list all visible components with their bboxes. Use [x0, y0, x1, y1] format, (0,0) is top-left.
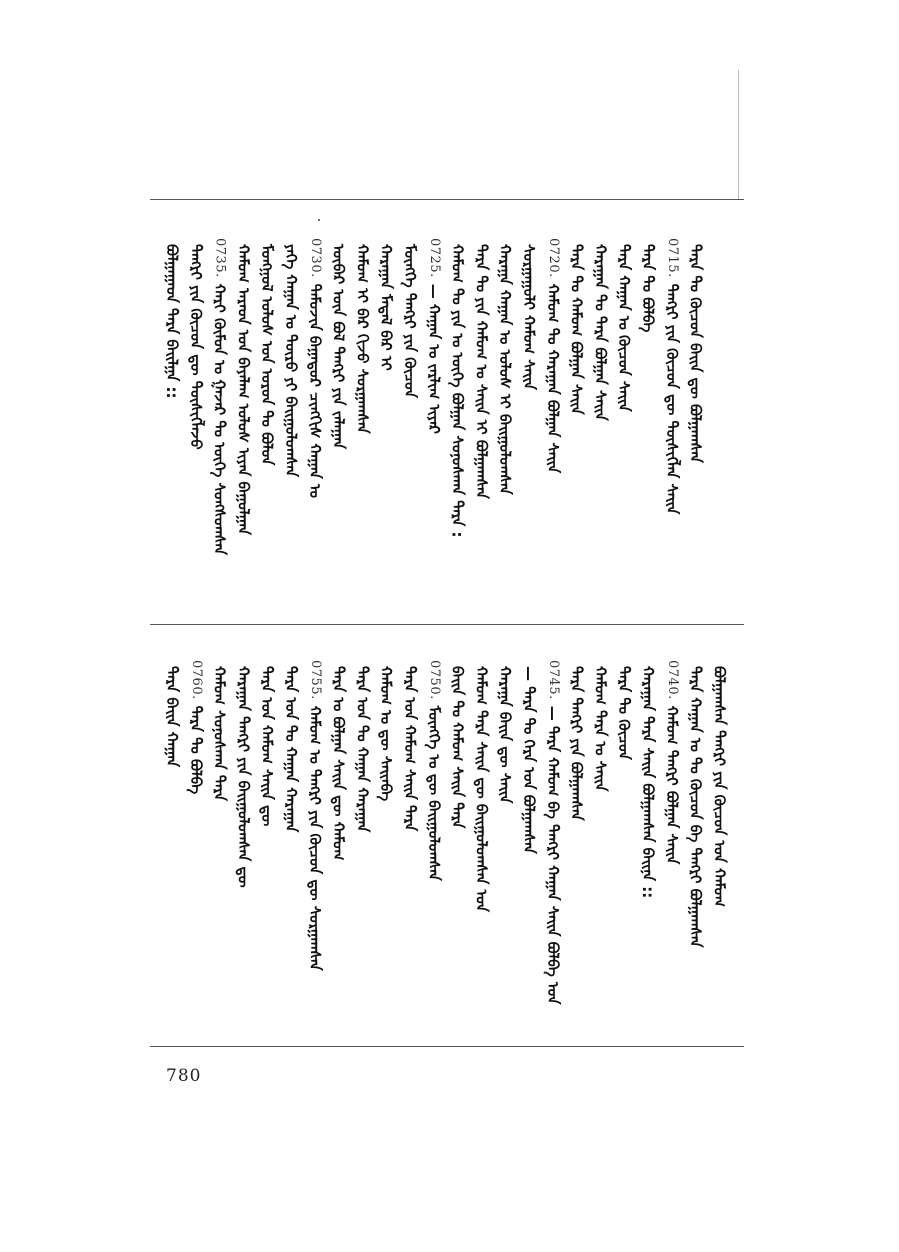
- text-column: [568, 660, 585, 1020]
- mongolian-text-line: ᠬᠠᠮᠤᠭ ᠲᠤ ᠬᠠᠷᠠᠭᠠᠨ ᠪᠣᠯᠭᠠᠨ ᠰᠠᠢᠨ: [543, 283, 562, 474]
- mongolian-text-line: ᠬᠠᠮᠤᠭ ᠲᠤ ᠶᠢᠨ ᠤ ᠦᠭᠡ ᠪᠣᠯᠭᠠᠨ ᠰᠣᠨᠣᠰᠬᠠᠨ ᠲᠡᠷᠡ :: [448, 244, 467, 538]
- text-column: [187, 660, 205, 1020]
- text-column: [639, 238, 656, 598]
- text-column: [258, 238, 275, 598]
- mongolian-text-line: ᠬᠠᠷᠢ ᠬᠦᠮᠦᠨ ᠤ ᠭᠠᠵᠠᠷ ᠲᠤ ᠦᠭᠡ ᠰᠣᠩᠰᠣᠭᠰᠠᠨ: [210, 283, 229, 556]
- mongolian-text-line: ᠥᠪᠡᠷ ᠦᠨ ᠪᠣᠯ ᠲᠡᠩᠷᠢ ᠶᠢᠨ ᠵᠠᠯᠠᠭᠠᠨ: [329, 244, 348, 450]
- text-column: [425, 660, 443, 1020]
- line-number: 0735.: [212, 238, 228, 278]
- mongolian-text-line: ᠲᠡᠷᠡ ᠲᠤ ᠪᠣᠯᠪᠠ: [186, 705, 205, 795]
- text-column: [401, 660, 418, 1020]
- text-column: [496, 660, 513, 1020]
- line-number: 0755.: [307, 660, 323, 700]
- mongolian-text-line: ᠲᠡᠷᠡ ᠲᠤ ᠶᠢᠨ ᠬᠠᠮᠤᠭ ᠤ ᠰᠠᠢᠨ ᠢ ᠪᠣᠯᠭᠠᠭᠰᠠᠨ: [472, 244, 491, 499]
- text-column: [663, 660, 681, 1020]
- mongolian-text-line: ᠲᠡᠷᠡ ᠤᠨ ᠲᠤ ᠬᠠᠭᠠᠨ ᠬᠠᠷᠠᠭᠠᠨ: [282, 666, 300, 833]
- text-column: [425, 238, 443, 598]
- line-number: 0750.: [426, 660, 442, 700]
- mongolian-text-line: ᠬᠠᠷᠠᠭᠠᠨ ᠮᠡᠳᠡᠯ ᠪᠡᠷ ᠢ: [377, 244, 396, 371]
- mongolian-text-line: ᠶᠡᠬᠡ ᠬᠠᠭᠠᠨ ᠤ ᠲᠥᠷᠦ ᠶᠢ ᠪᠠᠢᠭᠤᠯᠤᠭᠰᠠᠨ: [282, 244, 300, 477]
- top-rule: [150, 199, 744, 200]
- mongolian-text-line: ᠪᠣᠯᠭᠠᠭᠠᠳ ᠲᠡᠷᠡ ᠪᠠᠢᠯᠭᠠ ::: [163, 244, 181, 399]
- mongolian-text-line: ᠲᠡᠩᠷᠢ ᠶᠢᠨ ᠬᠦᠴᠦᠨ ᠳᠦ ᠲᠦᠰᠢᠭᠯᠡᠵᠦ: [186, 244, 205, 450]
- page-number: 780: [166, 1066, 202, 1086]
- text-column: [282, 238, 299, 598]
- mongolian-text-line: ᠮᠥᠩᠬᠡ ᠲᠡᠩᠷᠢ ᠶᠢᠨ ᠬᠦᠴᠦᠨ: [401, 244, 419, 398]
- text-column: [353, 660, 370, 1020]
- mongolian-text-line: — ᠬᠠᠭᠠᠨ ᠤ ᠵᠠᠷᠯᠢᠭ ᠢᠶᠠᠷ: [424, 283, 443, 434]
- mongolian-text-line: ᠬᠠᠮᠤᠭ ᠠᠷᠠᠳ ᠤᠨ ᠪᠠᠶᠠᠯᠠᠭ ᠤᠯᠤᠰ ᠢᠶᠠᠨ ᠪᠠᠭᠤᠯᠭᠠᠨ: [234, 244, 253, 536]
- text-column: [449, 660, 466, 1020]
- mongolian-text-line: ᠬᠠᠮᠤᠭ ᠲᠡᠷᠡ ᠰᠠᠢᠨ ᠳᠦ ᠪᠠᠢᠭᠤᠯᠤᠭᠰᠠᠨ ᠤᠨ: [472, 666, 491, 913]
- mongolian-text-line: ᠬᠠᠷᠠᠭᠠᠨ ᠲᠡᠷᠡ ᠰᠠᠢᠨ ᠪᠣᠯᠭᠠᠭᠰᠠᠨ ᠪᠠᠢᠨᠠ ::: [639, 666, 657, 899]
- line-number: 0740.: [664, 660, 680, 700]
- mongolian-text-line: ᠬᠠᠮᠤᠭ ᠤ ᠳᠦ ᠰᠠᠢᠨᠪᠠ: [377, 666, 396, 802]
- mongolian-text-line: ᠬᠠᠮᠤᠭ ᠲᠡᠩᠷᠢ ᠪᠣᠯᠭᠠᠨ ᠰᠠᠢᠨ: [662, 705, 681, 865]
- mongolian-text-line: ᠬᠠᠮᠤᠭ ᠢ ᠪᠠᠷ ᠬᠢᠵᠦ ᠰᠤᠷᠭᠠᠭᠰᠠᠨ: [353, 244, 372, 434]
- mongolian-text-line: ᠬᠠᠷᠠᠭᠠ ᠬᠠᠭᠠᠨ ᠤ ᠤᠯᠤᠰ ᠢ ᠪᠠᠢᠭᠤᠯᠤᠭᠰᠠᠨ: [496, 244, 515, 495]
- mongolian-text-line: ᠲᠡᠷᠡ ᠲᠤ ᠪᠣᠯᠪᠠ: [639, 244, 657, 333]
- mongolian-text-line: ᠰᠤᠷᠭᠠᠭᠤᠯᠢ ᠬᠠᠮᠤᠭ ᠰᠠᠢᠨ: [520, 244, 538, 390]
- text-column: [472, 238, 489, 598]
- text-column: [377, 660, 394, 1020]
- text-column: [687, 238, 704, 598]
- mongolian-text-line: ᠲᠡᠷᠡ ᠲᠤ ᠬᠠᠮᠤᠭ ᠪᠣᠯᠭᠠᠨ ᠰᠠᠢᠨ: [567, 244, 586, 415]
- line-number: 0760.: [188, 660, 204, 700]
- mongolian-text-line: ᠲᠡᠷᠡ ᠪᠠᠢᠨ ᠬᠠᠭᠠᠨ: [163, 666, 181, 767]
- mongolian-text-line: ᠲᠡᠷᠡ ᠤ ᠪᠣᠯᠭᠠᠨ ᠰᠠᠢᠨ ᠳᠦ ᠬᠠᠮᠤᠭ: [329, 666, 348, 861]
- mongolian-text-line: ᠪᠠᠢᠨ ᠲᠤ ᠬᠠᠮᠤᠭ ᠰᠠᠢᠨ ᠲᠡᠷᠡ: [448, 666, 467, 829]
- text-column: [211, 660, 228, 1020]
- mongolian-text-line: ᠲᠡᠮᠦᠵᠢᠨ ᠪᠠᠭᠠᠲᠤᠷ ᠴᠢᠩᠭᠢᠰ ᠬᠠᠭᠠᠨ ᠤ: [305, 283, 324, 498]
- mongolian-text-line: ᠲᠡᠷᠡ ᠲᠤ ᠬᠦᠴᠦᠨ: [615, 666, 634, 760]
- text-column: [615, 238, 632, 598]
- text-column: [568, 238, 585, 598]
- mongolian-text-line: ᠬᠠᠷᠠᠭᠠᠨ ᠲᠡᠩᠷᠢ ᠶᠢᠨ ᠪᠠᠢᠭᠤᠯᠤᠭᠰᠠᠨ ᠳᠦ: [234, 666, 253, 888]
- text-column: [282, 660, 299, 1020]
- text-column: [401, 238, 418, 598]
- text-column: [591, 660, 608, 1020]
- text-column: [663, 238, 681, 598]
- mongolian-text-line: ᠲᠡᠷᠡ ᠤᠨ ᠬᠠᠮᠤᠭ ᠰᠠᠢᠨ ᠳᠦ: [258, 666, 277, 827]
- text-column: [472, 660, 489, 1020]
- text-column: [449, 238, 466, 598]
- text-column: [306, 660, 324, 1020]
- text-column: [163, 238, 180, 598]
- text-column: [520, 238, 537, 598]
- mongolian-text-line: — ᠲᠡᠷᠡ ᠲᠤ ᠬᠡᠷᠡ ᠤᠨ ᠪᠣᠯᠭᠠᠭᠰᠠᠨ: [520, 666, 538, 854]
- text-column: [377, 238, 394, 598]
- text-column: [520, 660, 537, 1020]
- line-number: 0730.: [307, 238, 323, 278]
- mongolian-text-line: ᠪᠣᠯᠭᠠᠭᠰᠠᠨ ᠲᠡᠩᠷᠢ ᠶᠢᠨ ᠬᠦᠴᠦᠨ ᠤᠨ ᠬᠠᠮᠤᠭ: [710, 666, 729, 907]
- line-number: 0720.: [545, 238, 561, 278]
- middle-rule: [150, 624, 744, 625]
- mongolian-text-line: ᠲᠡᠷᠡ ᠲᠤ ᠬᠦᠴᠦᠨ ᠪᠠᠢᠨ ᠳᠦ ᠪᠣᠯᠭᠠᠭᠰᠠᠨ: [686, 244, 705, 463]
- bottom-rule: [150, 1046, 744, 1047]
- text-column: [187, 238, 204, 598]
- mongolian-text-line: ᠮᠥᠩᠬᠡ ᠤ ᠳᠦ ᠪᠠᠢᠭᠤᠯᠤᠭᠰᠠᠨ: [424, 705, 443, 881]
- text-column: [306, 238, 324, 598]
- text-column: [353, 238, 370, 598]
- text-column: [211, 238, 229, 598]
- mongolian-text-line: ᠲᠡᠷᠡ ᠤᠨ ᠲᠤ ᠬᠠᠭᠠᠨ ᠬᠠᠷᠠᠭᠠᠨ: [353, 666, 372, 833]
- text-column: [330, 238, 347, 598]
- text-column: [234, 660, 251, 1020]
- mongolian-text-line: ᠮᠣᠩᠭᠣᠯ ᠤᠯᠤᠰ ᠤᠨ ᠣᠷᠣᠨ ᠲᠤ ᠪᠣᠯᠤᠨ: [258, 244, 277, 466]
- mongolian-text-line: — ᠲᠡᠷᠡ ᠬᠠᠮᠤᠭ ᠪᠡ ᠲᠡᠩᠷᠢ ᠬᠠᠭᠠᠨ ᠰᠠᠢᠨ ᠪᠣᠯᠪᠠ ᠤᠨ: [543, 705, 562, 1005]
- text-column: [687, 660, 704, 1020]
- text-column: [163, 660, 180, 1020]
- text-column: [710, 660, 727, 1020]
- text-column: [330, 660, 347, 1020]
- line-number: 0745.: [545, 660, 561, 700]
- mongolian-text-line: ᠲᠡᠷᠡ ᠬᠠᠭᠠᠨ ᠤ ᠲᠤ ᠬᠦᠴᠦᠨ ᠪᠡ ᠲᠡᠩᠷᠢ ᠪᠣᠯᠭᠠᠭᠰᠠᠨ: [686, 666, 705, 948]
- text-column: [591, 238, 608, 598]
- mongolian-text-line: ᠬᠠᠮᠤᠭ ᠲᠡᠷᠡ ᠤ ᠰᠠᠢᠨ: [591, 666, 610, 792]
- line-number: 0725.: [426, 238, 442, 278]
- text-column: [544, 238, 562, 598]
- text-column: [258, 660, 275, 1020]
- mongolian-text-line: ᠲᠡᠷᠡ ᠬᠠᠭᠠᠨ ᠤ ᠬᠦᠴᠦᠨ ᠰᠠᠢᠨ: [615, 244, 634, 412]
- text-column: [615, 660, 632, 1020]
- ink-dot: [318, 219, 320, 221]
- text-column: [496, 238, 513, 598]
- text-column: [544, 660, 562, 1020]
- mongolian-text-line: ᠬᠠᠮᠤᠭ ᠤ ᠲᠡᠩᠷᠢ ᠶᠢᠨ ᠬᠦᠴᠦᠨ ᠳᠦ ᠰᠤᠷᠭᠠᠭᠰᠠᠨ: [305, 705, 324, 971]
- margin-line: [738, 70, 739, 200]
- mongolian-text-line: ᠬᠠᠷᠠᠭᠠᠨ ᠲᠤ ᠲᠡᠷᠡ ᠪᠣᠯᠭᠠᠨ ᠰᠠᠢᠨ: [591, 244, 610, 421]
- mongolian-text-line: ᠲᠡᠷᠡ ᠲᠡᠩᠷᠢ ᠶᠢᠨ ᠪᠣᠯᠭᠠᠭᠰᠠᠨ: [567, 666, 586, 821]
- mongolian-text-line: ᠬᠠᠮᠤᠭ ᠰᠣᠨᠣᠰᠬᠠᠨ ᠲᠡᠷᠡ: [210, 666, 229, 802]
- mongolian-text-line: ᠬᠠᠷᠠᠭᠠ ᠪᠠᠢᠨ ᠳᠦ ᠰᠠᠢᠨ: [496, 666, 515, 804]
- text-column: [639, 660, 656, 1020]
- mongolian-text-line: ᠲᠡᠷᠡ ᠤᠨ ᠬᠠᠮᠤᠭ ᠰᠠᠢᠨ ᠲᠡᠷᠡ: [401, 666, 419, 832]
- line-number: 0715.: [664, 238, 680, 278]
- mongolian-text-line: ᠲᠡᠩᠷᠢ ᠶᠢᠨ ᠬᠦᠴᠦᠨ ᠳᠦ ᠲᠦᠰᠢᠭᠯᠡᠨ ᠰᠠᠢᠨ: [662, 283, 681, 515]
- text-column: [234, 238, 251, 598]
